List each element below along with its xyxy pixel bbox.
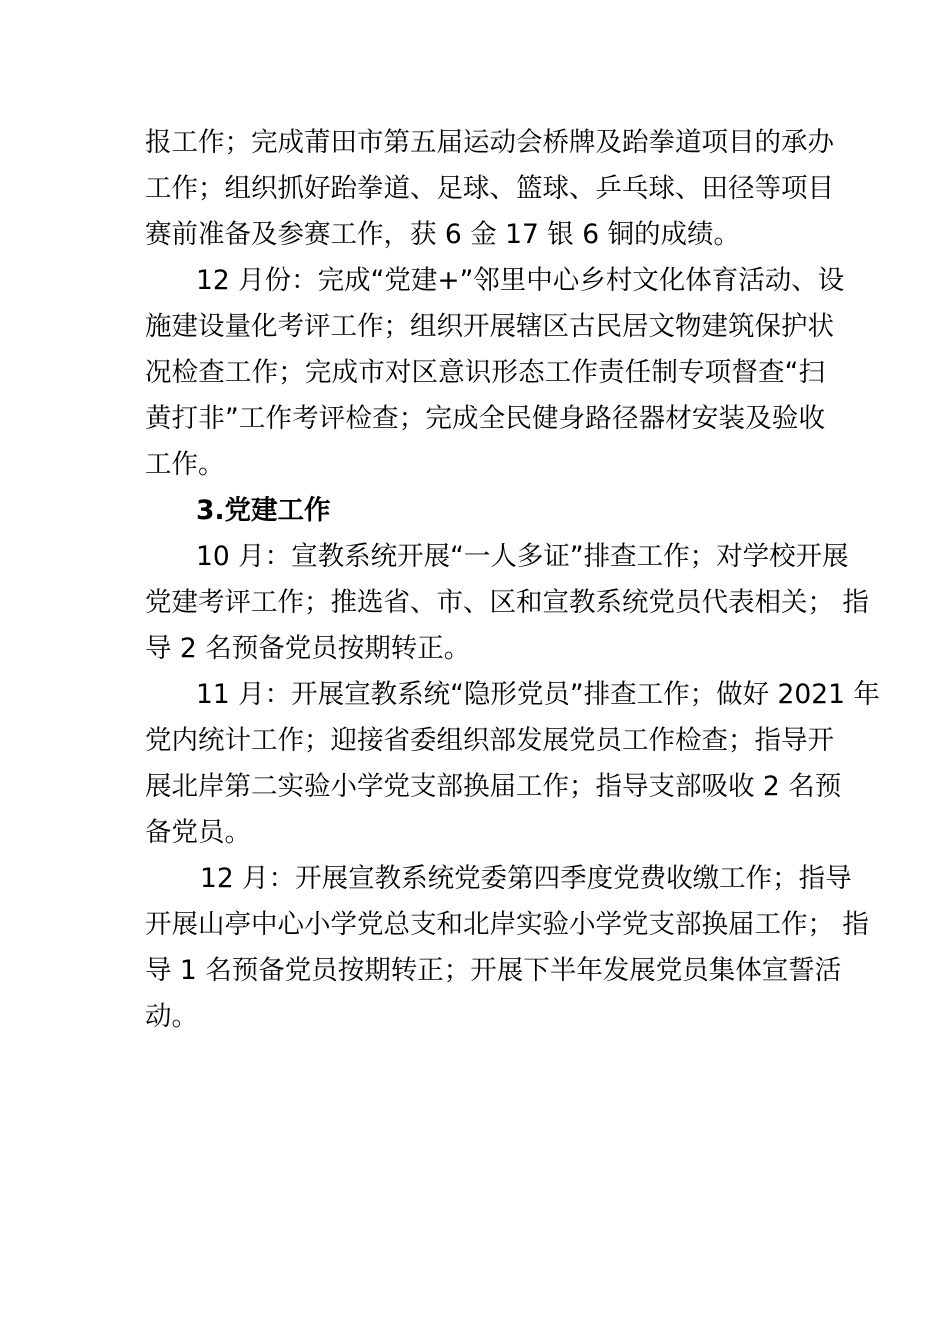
text-line: 12 月份：完成“党建+”邻里中心乡村文化体育活动、设 xyxy=(196,265,845,296)
text-line: 导 2 名预备党员按期转正。 xyxy=(145,633,471,664)
text-line: 开展山亭中心小学党总支和北岸实验小学党支部换届工作； 指 xyxy=(145,909,869,940)
text-line: 况检查工作；完成市对区意识形态工作责任制专项督查“扫 xyxy=(145,357,825,388)
section-heading: 3.党建工作 xyxy=(196,495,331,526)
text-line: 备党员。 xyxy=(145,817,251,848)
text-line: 工作。 xyxy=(145,449,225,480)
text-line: 11 月：开展宣教系统“隐形党员”排查工作；做好 2021 年 xyxy=(196,679,880,710)
text-line: 工作；组织抓好跆拳道、足球、篮球、乒乓球、田径等项目 xyxy=(145,173,834,204)
text-line: 黄打非”工作考评检查；完成全民健身路径器材安装及验收 xyxy=(145,403,825,434)
text-line: 党内统计工作；迎接省委组织部发展党员工作检查；指导开 xyxy=(145,725,834,756)
text-line: 党建考评工作；推选省、市、区和宣教系统党员代表相关； 指 xyxy=(145,587,869,618)
text-line: 展北岸第二实验小学党支部换届工作；指导支部吸收 2 名预 xyxy=(145,771,842,802)
text-line: 12 月：开展宣教系统党委第四季度党费收缴工作；指导 xyxy=(200,863,852,894)
text-line: 报工作；完成莆田市第五届运动会桥牌及跆拳道项目的承办 xyxy=(145,127,834,158)
text-line: 10 月：宣教系统开展“一人多证”排查工作；对学校开展 xyxy=(196,541,849,572)
text-line: 施建设量化考评工作；组织开展辖区古民居文物建筑保护状 xyxy=(145,311,834,342)
text-line: 赛前准备及参赛工作，获 6 金 17 银 6 铜的成绩。 xyxy=(145,219,740,250)
text-line: 动。 xyxy=(145,1001,198,1032)
text-line: 导 1 名预备党员按期转正；开展下半年发展党员集体宣誓活 xyxy=(145,955,842,986)
